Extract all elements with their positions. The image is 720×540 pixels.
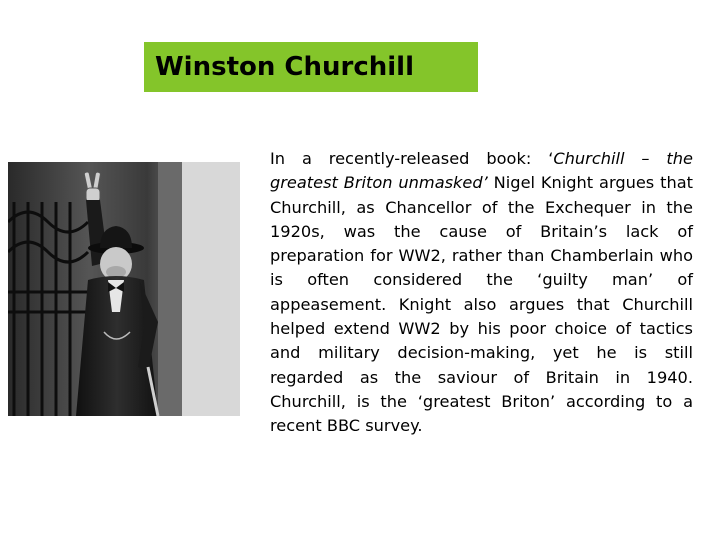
title-box bbox=[144, 42, 478, 92]
churchill-photo bbox=[8, 162, 240, 416]
body-paragraph bbox=[270, 147, 693, 439]
paragraph-intro: In a recently-released book: ‘ bbox=[270, 149, 554, 168]
paragraph-body: Nigel Knight argues that Churchill, as Chancellor of the Exchequer in the 1920s, was the cause of Britain’s lack of preparation for WW2, rather than Chamberlain who is often considered the ‘guilty man’ of appeasement. Knight also argues that Churchill helped extend WW2 by his poor choice of tactics and military decision-making, yet he is still regarded as the saviour of Britain in 1940. Churchill, is the ‘greatest Briton’ according to a recent BBC survey. bbox=[270, 173, 693, 436]
book-title: Churchill – the greatest Briton unmasked’ bbox=[270, 149, 693, 193]
slide-title: Winston Churchill bbox=[155, 52, 415, 82]
